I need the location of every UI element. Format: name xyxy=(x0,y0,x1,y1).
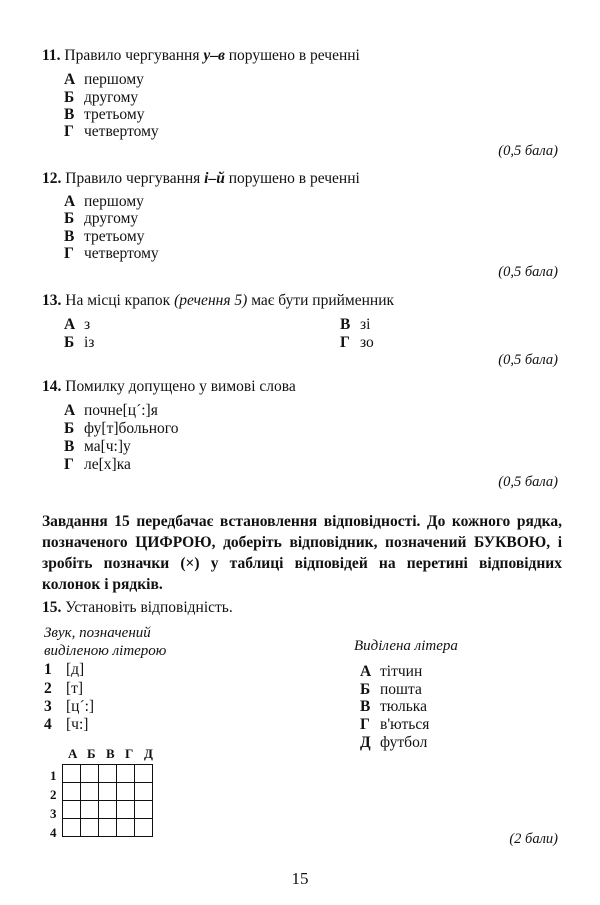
score-label: (0,5 бала) xyxy=(498,352,558,368)
letter-item-c: В тюлька xyxy=(360,698,427,715)
option-a: А почне[ц´:]я xyxy=(64,402,158,419)
question-number: 15. xyxy=(42,599,62,616)
grid-row-4: 4 xyxy=(50,825,57,840)
sound-item-1: 1 [д] xyxy=(44,661,85,678)
sentence-reference: (речення 5) xyxy=(174,292,248,309)
sound-item-2: 2 [т] xyxy=(44,680,84,697)
grid-row xyxy=(63,801,153,819)
option-b: Б другому xyxy=(64,89,139,106)
letter-item-e: Д футбол xyxy=(360,734,428,751)
sound-item-3: 3 [ц´:] xyxy=(44,698,95,715)
question-12-title xyxy=(42,170,360,188)
question-text-end: порушено в реченні xyxy=(228,47,360,64)
grid-row-1: 1 xyxy=(50,768,57,783)
sound-item-4: 4 [ч:] xyxy=(44,716,89,733)
option-d: Г зо xyxy=(340,334,374,351)
grid-row xyxy=(63,819,153,837)
answer-cell[interactable] xyxy=(81,819,99,837)
question-14-title xyxy=(42,378,296,396)
left-column-header: Звук, позначений виділеною літерою xyxy=(44,625,167,659)
option-b: Б із xyxy=(64,334,95,351)
answer-cell[interactable] xyxy=(63,765,81,783)
answer-cell[interactable] xyxy=(99,801,117,819)
answer-cell[interactable] xyxy=(81,801,99,819)
option-a: А з xyxy=(64,316,91,333)
grid-col-d: Г xyxy=(125,746,134,761)
answer-cell[interactable] xyxy=(135,765,153,783)
answer-cell[interactable] xyxy=(135,801,153,819)
answer-cell[interactable] xyxy=(117,801,135,819)
question-15-title xyxy=(42,599,233,617)
option-d: Г четвертому xyxy=(64,123,159,140)
answer-cell[interactable] xyxy=(99,765,117,783)
grid-row xyxy=(63,783,153,801)
question-text: На місці крапок xyxy=(65,292,171,309)
answer-cell[interactable] xyxy=(81,783,99,801)
score-label: (2 бали) xyxy=(509,831,558,847)
question-text-end: має бути прийменник xyxy=(251,292,395,309)
option-d: Г ле[х]ка xyxy=(64,456,131,473)
answer-cell[interactable] xyxy=(81,765,99,783)
letter-item-d: Г в'ються xyxy=(360,716,430,733)
answer-cell[interactable] xyxy=(63,783,81,801)
grid-row-3: 3 xyxy=(50,806,57,821)
answer-cell[interactable] xyxy=(63,801,81,819)
question-text: Установіть відповідність. xyxy=(65,599,233,616)
task-15-instructions: Завдання 15 передбачає встановлення відповідності. До кожного рядка, позначеного ЦИФРОЮ, доберіть відповідник, позначений БУКВОЮ, і зробіть позначки (×) у таблиці відповідей на перетині відповідних колонок і рядків. xyxy=(42,513,562,593)
answer-cell[interactable] xyxy=(63,819,81,837)
grid-row xyxy=(63,765,153,783)
answer-grid xyxy=(62,764,153,837)
option-a: А першому xyxy=(64,193,144,210)
option-b: Б другому xyxy=(64,210,139,227)
option-c: В третьому xyxy=(64,106,145,123)
page-number: 15 xyxy=(291,869,309,888)
question-13-title xyxy=(42,292,394,310)
right-column-header: Виділена літера xyxy=(354,638,458,654)
option-b: Б фу[т]больного xyxy=(64,420,179,437)
letter-item-a: А тітчин xyxy=(360,663,423,680)
answer-cell[interactable] xyxy=(117,765,135,783)
grid-col-e: Д xyxy=(144,746,153,761)
question-text: Правило чергування xyxy=(65,170,201,187)
score-label: (0,5 бала) xyxy=(498,474,558,490)
letter-item-b: Б пошта xyxy=(360,681,422,698)
rule-marker: і–й xyxy=(204,170,225,187)
option-c: В зі xyxy=(340,316,371,333)
score-label: (0,5 бала) xyxy=(498,264,558,280)
grid-row-2: 2 xyxy=(50,787,57,802)
grid-col-b: Б xyxy=(87,746,96,761)
question-11-title xyxy=(42,47,360,65)
answer-cell[interactable] xyxy=(117,819,135,837)
grid-col-c: В xyxy=(106,746,115,761)
option-c: В третьому xyxy=(64,228,145,245)
question-number: 11. xyxy=(42,47,61,64)
answer-cell[interactable] xyxy=(135,819,153,837)
answer-cell[interactable] xyxy=(99,819,117,837)
answer-cell[interactable] xyxy=(135,783,153,801)
question-text: Правило чергування xyxy=(64,47,200,64)
question-text: Помилку допущено у вимові слова xyxy=(65,378,296,395)
score-label: (0,5 бала) xyxy=(498,143,558,159)
question-number: 14. xyxy=(42,378,62,395)
option-a: А першому xyxy=(64,71,144,88)
question-number: 12. xyxy=(42,170,62,187)
answer-cell[interactable] xyxy=(99,783,117,801)
option-d: Г четвертому xyxy=(64,245,159,262)
grid-col-a: А xyxy=(68,746,78,761)
question-text-end: порушено в реченні xyxy=(228,170,360,187)
answer-cell[interactable] xyxy=(117,783,135,801)
rule-marker: у–в xyxy=(203,47,225,64)
option-c: В ма[ч:]у xyxy=(64,438,131,455)
question-number: 13. xyxy=(42,292,62,309)
